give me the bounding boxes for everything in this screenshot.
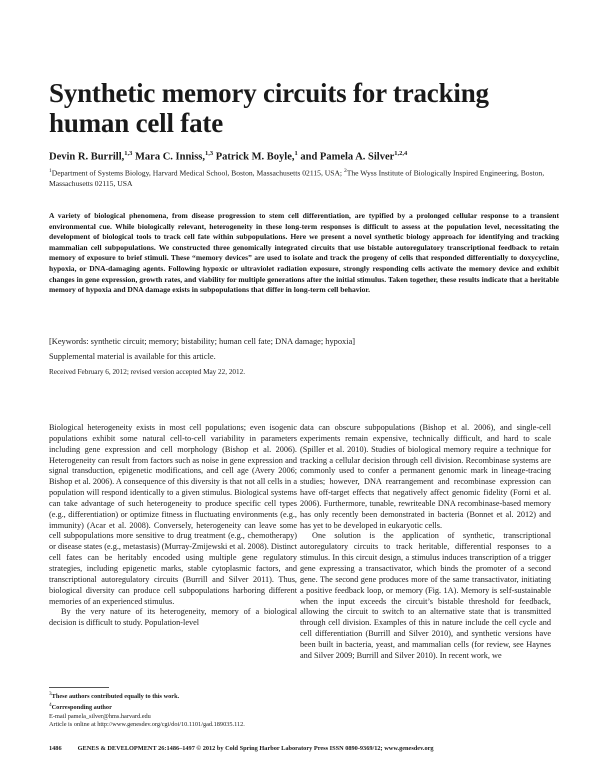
abstract: A variety of biological phenomena, from disease progression to stem cell differentiation, are typified by a prolonged cellular response to a transient environmental cue. While biologically relevant, heterogeneity in these long-term responses is difficult to assess at the population level, necessitating the development of biological tools to track cell fate within subpopulations. Here we present a novel synthetic biology approach for identifying and tracking mammalian cell subpopulations. We constructed three genomically integrated circuits that use bistable autoregulatory transcriptional feedback to retain memory of exposure to brief stimuli. These “memory devices” are used to isolate and track the progeny of cells that responded differentially to doxycycline, hypoxia, or DNA-damaging agents. Following hypoxic or ultraviolet radiation exposure, strongly responding cells activate the memory device and exhibit changes in gene expression, growth rates, and viability for multiple generations after the initial stimulus. Taken together, these results indicate that a heritable memory of hypoxia and DNA damage exists in subpopulations that differ in long-term cell behavior. (49, 211, 559, 295)
page-footer (49, 745, 559, 752)
footnote-mark: 4 (49, 702, 52, 709)
body-paragraph: One solution is the application of synthetic, transcriptional autoregulatory circuits to track heritable, differential responses to a stimulus. In this circuit design, a stimulus induces transcription of a trigger gene expressing a transactivator, which binds the promoter of a second gene. The second gene produces more of the same transactivator, initiating a positive feedback loop, or memory (Fig. 1A). Memory is self-sustainable when the input exceeds the circuit’s bistable threshold for feedback, allowing the circuit to switch to an alternative state that is transmitted through cell division. Examples of this in nature include the cell cycle and cell differentiation (Burrill and Silver 2010), and synthetic versions have been built in bacteria, yeast, and mammalian cells (for review, see Haynes and Silver 2009; Burrill and Silver 2010). In recent work, we (300, 531, 551, 660)
footnote (49, 690, 299, 701)
affiliations (49, 166, 569, 190)
body-paragraph: Biological heterogeneity exists in most cell populations; even isogenic populations exhibit some natural cell-to-cell variability in parameters including gene expression and cell morphology (Bishop et al. 2006). Heterogeneity can result from factors such as noise in gene expression and signal transduction, epigenetic modifications, and cell age (Avery 2006; Bishop et al. 2006). A consequence of this diversity is that not all cells in a population will respond identically to a given stimulus. Biological systems can take advantage of such heterogeneity to produce specific cell types (e.g., differentiation) or optimize fitness in fluctuating environments (e.g., immunity) (Acar et al. 2008). Conversely, heterogeneity can leave some cell subpopulations more sensitive to drug treatment (e.g., chemotherapy) or disease states (e.g., metastasis) (Murray-Zmijewski et al. 2008). Distinct cell fates can be heritably encoded using multiple gene regulatory strategies, including epigenetic marks, stable cytoplasmic factors, and transcriptional autoregulatory circuits (Burrill and Silver 2011). Thus, biological diversity can produce cell subpopulations harboring different memories of an experienced stimulus. (49, 423, 297, 606)
received-dates: Received February 6, 2012; revised version accepted May 22, 2012. (49, 368, 245, 376)
footnote (49, 721, 299, 729)
author-name: Devin R. Burrill, (49, 151, 125, 163)
footnote-doi-link[interactable]: Article is online at http://www.genesdev.org/cgi/doi/10.1101/gad.189035.112. (49, 721, 245, 729)
footnote-mark: 3 (49, 691, 52, 697)
footnotes (49, 690, 299, 729)
affiliation-text: The Wyss Institute of Biologically Inspired Engineering, Boston, Massachusetts 02115, USA (49, 168, 545, 189)
page-number: 1486 (49, 745, 62, 752)
footnote-text: Corresponding author (51, 704, 112, 712)
author-name: Patrick M. Boyle, (215, 151, 295, 163)
affiliation-mark: 1 (49, 168, 52, 174)
body-column-left (49, 423, 297, 629)
journal-citation: GENES & DEVELOPMENT 26:1486–1497 © 2012 by Cold Spring Harbor Laboratory Press ISSN 0890-9369/12; www.genesdev.org (77, 745, 434, 752)
footnote-email[interactable]: E-mail pamela_silver@hms.harvard.edu (49, 712, 151, 720)
body-paragraph: By the very nature of its heterogeneity, memory of a biological decision is difficult to study. Population-level (49, 607, 297, 628)
author-name: and Pamela A. Silver (300, 151, 395, 163)
keywords: [Keywords: synthetic circuit; memory; bistability; human cell fate; DNA damage; hypoxia] (49, 337, 356, 346)
affiliation-mark: 2 (343, 168, 347, 174)
footnote (49, 713, 299, 721)
author-affiliation-mark: 1,3 (124, 150, 133, 157)
author-list (49, 150, 569, 163)
body-paragraph: data can obscure subpopulations (Bishop et al. 2006), and single-cell experiments remain expensive, technically difficult, and hard to scale (Spiller et al. 2010). Studies of biological memory require a technique for tracking a cellular decision through cell division. Recombinase systems are commonly used to confer a permanent genomic mark in lineage-tracing studies; however, DNA rearrangement and recombinase expression can have off-target effects that negatively affect genomic fidelity (Forni et al. 2006). Furthermore, tunable, rewriteable DNA recombinase-based memory has only recently been demonstrated in bacteria (Bonnet et al. 2012) and has yet to be developed in eukaryotic cells. (300, 423, 551, 530)
article-title: Synthetic memory circuits for tracking human cell fate (49, 78, 489, 138)
footnote-text: These authors contributed equally to this work. (51, 693, 180, 701)
supplemental-note: Supplemental material is available for this article. (49, 352, 216, 361)
body-column-right (300, 423, 551, 662)
author-affiliation-mark: 1,3 (205, 150, 214, 157)
author-affiliation-mark: 1,2,4 (394, 150, 408, 157)
author-name: Mara C. Inniss, (135, 151, 206, 163)
footnote-divider (49, 687, 109, 688)
footnote (49, 701, 299, 712)
author-affiliation-mark: 1 (294, 150, 298, 157)
affiliation-text: Department of Systems Biology, Harvard Medical School, Boston, Massachusetts 02115, USA; (51, 168, 344, 178)
